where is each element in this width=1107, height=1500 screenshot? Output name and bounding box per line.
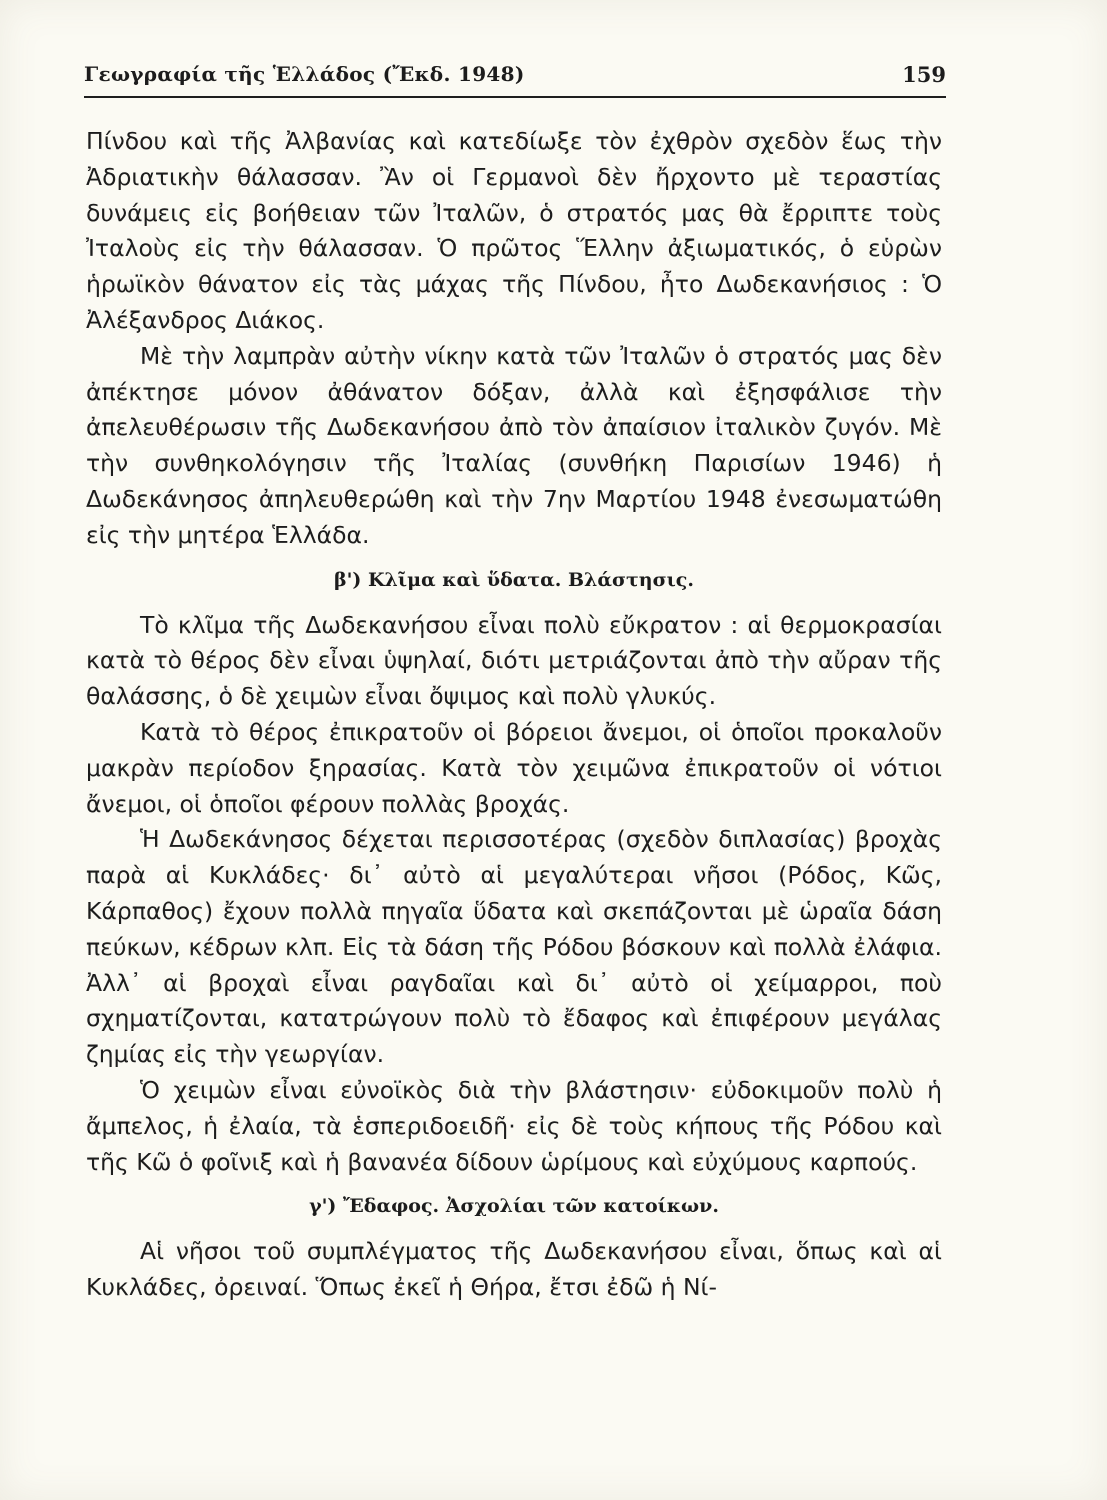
paragraph: Μὲ τὴν λαμπρὰν αὐτὴν νίκην κατὰ τῶν Ἰταλῶν ὁ στρατός μας δὲν ἀπέκτησε μόνον ἀθάνατον δόξαν, ἀλλὰ καὶ ἐξησφάλισε τὴν ἀπελευθέρωσιν τῆς Δωδεκανήσου ἀπὸ τὸν ἀπαίσιον ἰταλικὸν ζυγόν. Μὲ τὴν συνθηκολόγησιν τῆς Ἰταλίας (συνθήκη Παρισίων 1946) ἡ Δωδεκάνησος ἀπηλευθερώθη καὶ τὴν 7ην Μαρτίου 1948 ἐνεσωματώθη εἰς τὴν μητέρα Ἑλλάδα.	[86, 341, 942, 549]
paragraph: Αἱ νῆσοι τοῦ συμπλέγματος τῆς Δωδεκανήσου εἶναι, ὅπως καὶ αἱ Κυκλάδες, ὀρειναί. Ὅπως ἐκεῖ ἡ Θήρα, ἔτσι ἐδῶ ἡ Νί-	[86, 1237, 942, 1302]
paragraph: Ὁ χειμὼν εἶναι εὐνοϊκὸς διὰ τὴν βλάστησιν· εὐδοκιμοῦν πολὺ ἡ ἄμπελος, ἡ ἐλαία, τὰ ἑσπεριδοειδῆ· εἰς δὲ τοὺς κήπους τῆς Ρόδου καὶ τῆς Κῶ ὁ φοῖνιξ καὶ ἡ βανανέα δίδουν ὡρίμους καὶ εὐχύμους καρπούς.	[86, 1075, 942, 1176]
paragraph: Κατὰ τὸ θέρος ἐπικρατοῦν οἱ βόρειοι ἄνεμοι, οἱ ὁποῖοι προκαλοῦν μακρὰν περίοδον ξηρασίας. Κατὰ τὸν χειμῶνα ἐπικρατοῦν οἱ νότιοι ἄνεμοι, οἱ ὁποῖοι φέρουν πολλὰς βροχάς.	[86, 717, 942, 818]
paragraph: Τὸ κλῖμα τῆς Δωδεκανήσου εἶναι πολὺ εὔκρατον : αἱ θερμοκρασίαι κατὰ τὸ θέρος δὲν εἶναι ὑψηλαί, διότι μετριάζονται ἀπὸ τὴν αὔραν τῆς θαλάσσης, ὁ δὲ χειμὼν εἶναι ὄψιμος καὶ πολὺ γλυκύς.	[86, 610, 942, 711]
running-header	[84, 62, 946, 98]
paragraph-continued: Πίνδου καὶ τῆς Ἀλβανίας καὶ κατεδίωξε τὸν ἐχθρὸν σχεδὸν ἕως τὴν Ἀδριατικὴν θάλασσαν. Ἂν οἱ Γερμανοὶ δὲν ἤρχοντο μὲ τεραστίας δυνάμεις εἰς βοήθειαν τῶν Ἰταλῶν, ὁ στρατός μας θὰ ἔρριπτε τοὺς Ἰταλοὺς εἰς τὴν θάλασσαν. Ὁ πρῶτος Ἕλλην ἀξιωματικός, ὁ εὑρὼν ἡρωϊκὸν θάνατον εἰς τὰς μάχας τῆς Πίνδου, ἦτο Δωδεκανήσιος : Ὁ Ἀλέξανδρος Διάκος.	[86, 127, 942, 334]
section-heading-climate: β') Κλῖμα καὶ ὕδατα. Βλάστησις.	[334, 568, 694, 591]
page-number: 159	[902, 62, 946, 87]
body-text	[86, 124, 942, 1306]
section-heading-soil: γ') Ἔδαφος. Ἀσχολίαι τῶν κατοίκων.	[309, 1195, 719, 1218]
paragraph: Ἡ Δωδεκάνησος δέχεται περισσοτέρας (σχεδὸν διπλασίας) βροχὰς παρὰ αἱ Κυκλάδες· δι᾽ αὐτὸ αἱ μεγαλύτεραι νῆσοι (Ρόδος, Κῶς, Κάρπαθος) ἔχουν πολλὰ πηγαῖα ὕδατα καὶ σκεπάζονται μὲ ὡραῖα δάση πεύκων, κέδρων κλπ. Εἰς τὰ δάση τῆς Ρόδου βόσκουν καὶ πολλὰ ἐλάφια. Ἀλλ᾽ αἱ βροχαὶ εἶναι ραγδαῖαι καὶ δι᾽ αὐτὸ οἱ χείμαρροι, ποὺ σχηματίζονται, κατατρώγουν πολὺ τὸ ἔδαφος καὶ ἐπιφέρουν μεγάλας ζημίας εἰς τὴν γεωργίαν.	[86, 825, 942, 1069]
book-title: Γεωγραφία τῆς Ἑλλάδος (Ἔκδ. 1948)	[84, 62, 525, 86]
